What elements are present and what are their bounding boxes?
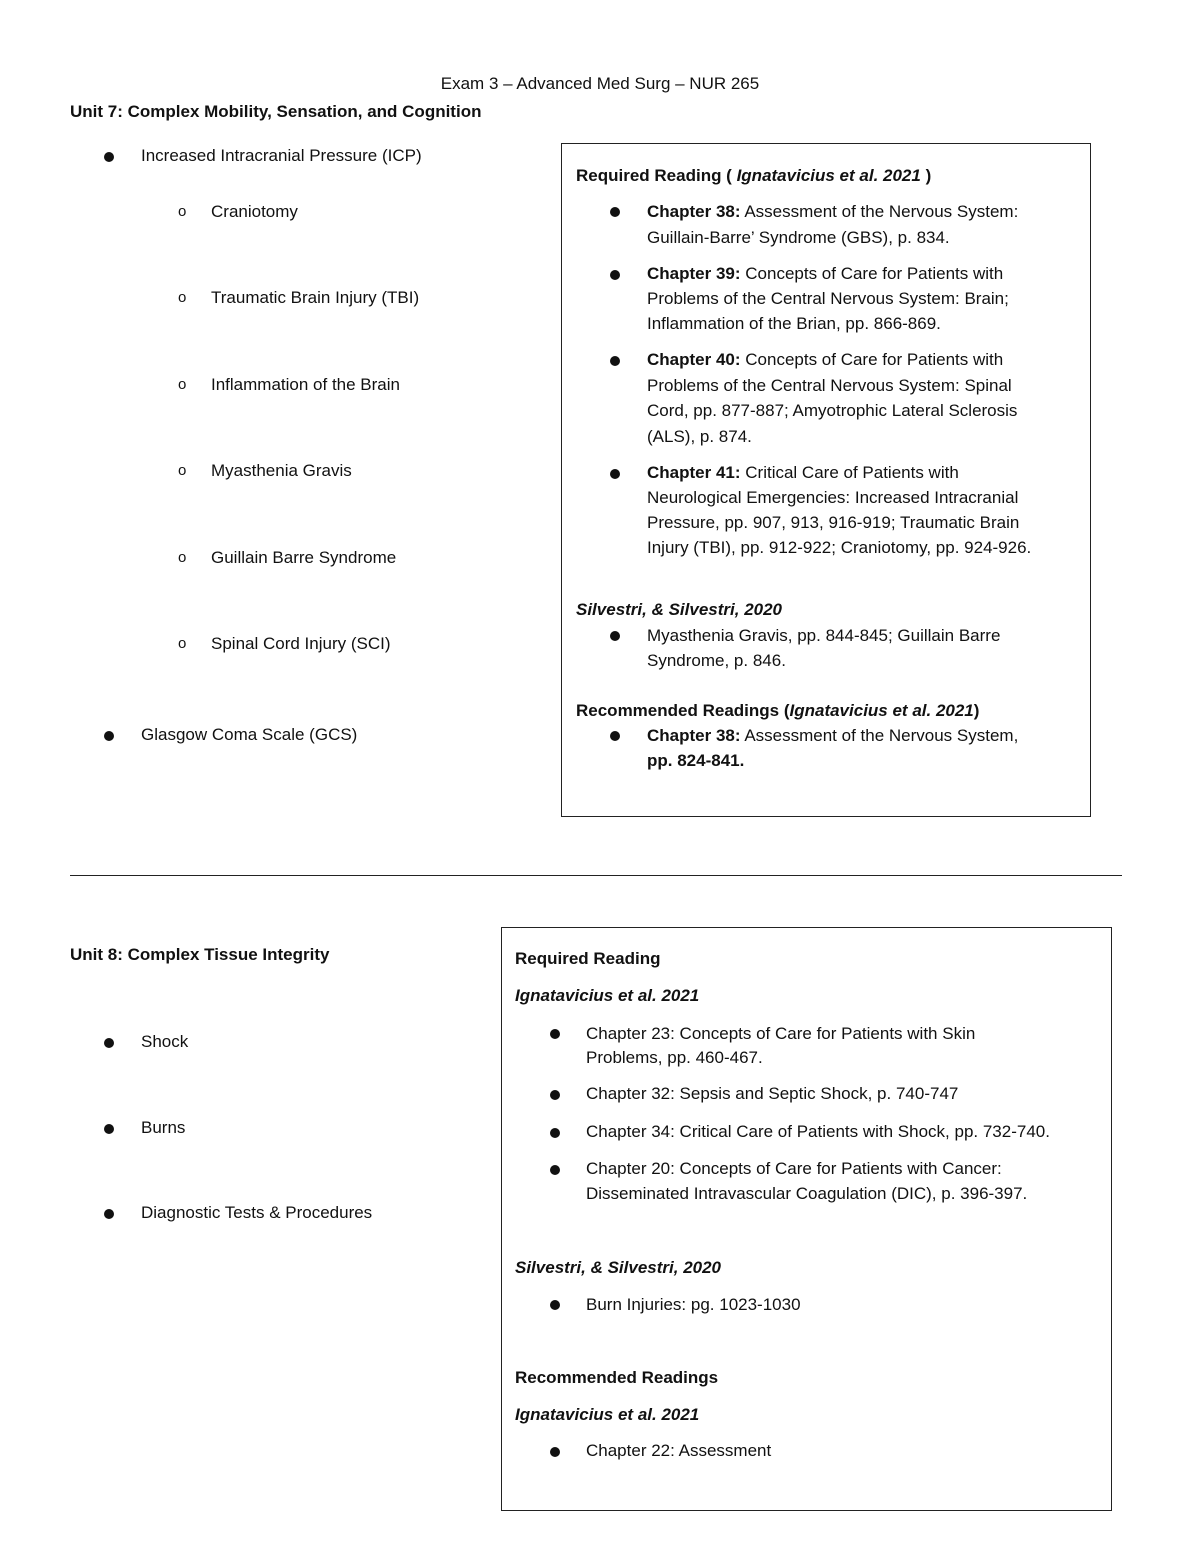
chapter-40-line: Chapter 40: Concepts of Care for Patients with bbox=[647, 350, 1004, 369]
chapter-item: Disseminated Intravascular Coagulation (DIC), p. 396-397. bbox=[586, 1184, 1028, 1203]
document-title: Exam 3 – Advanced Med Surg – NUR 265 bbox=[440, 74, 760, 93]
chapter-41-line: Pressure, pp. 907, 913, 916-919; Traumatic Brain bbox=[647, 513, 1020, 532]
chapter-item: Problems, pp. 460-467. bbox=[586, 1048, 763, 1067]
recommended-item: pp. 824-841. bbox=[647, 751, 745, 770]
list-item: Craniotomy bbox=[211, 202, 298, 221]
bullet-icon bbox=[550, 1165, 560, 1175]
bullet-icon bbox=[610, 469, 620, 479]
recommended-item: Chapter 22: Assessment bbox=[586, 1441, 772, 1460]
chapter-39-line: Chapter 39: Concepts of Care for Patients with bbox=[647, 264, 1004, 283]
source-heading: Ignatavicius et al. 2021 bbox=[515, 986, 700, 1005]
bullet-icon bbox=[610, 270, 620, 280]
subbullet-icon: o bbox=[178, 549, 187, 566]
silvestri-item: Burn Injuries: pg. 1023-1030 bbox=[586, 1295, 801, 1314]
list-item: Myasthenia Gravis bbox=[211, 461, 352, 480]
section-divider bbox=[70, 875, 1122, 876]
chapter-41-line: Injury (TBI), pp. 912-922; Craniotomy, pp. 924-926. bbox=[647, 538, 1032, 557]
subbullet-icon: o bbox=[178, 289, 187, 306]
list-item: Guillain Barre Syndrome bbox=[211, 548, 397, 567]
bullet-icon bbox=[610, 631, 620, 641]
list-item: Increased Intracranial Pressure (ICP) bbox=[141, 146, 422, 165]
required-reading-heading: Required Reading ( Ignatavicius et al. 2021 ) bbox=[576, 166, 932, 185]
bullet-icon bbox=[610, 356, 620, 366]
chapter-item: Chapter 23: Concepts of Care for Patients with Skin bbox=[586, 1024, 976, 1043]
chapter-41-line: Chapter 41: Critical Care of Patients with bbox=[647, 463, 959, 482]
recommended-heading: Recommended Readings (Ignatavicius et al. 2021) bbox=[576, 701, 980, 720]
list-item: Traumatic Brain Injury (TBI) bbox=[211, 288, 420, 307]
recommended-heading: Recommended Readings bbox=[515, 1368, 719, 1387]
required-reading-heading: Required Reading bbox=[515, 949, 661, 968]
bullet-icon bbox=[550, 1447, 560, 1457]
silvestri-item: Syndrome, p. 846. bbox=[647, 651, 786, 670]
bullet-icon bbox=[104, 152, 114, 162]
chapter-40-line: Cord, pp. 877-887; Amyotrophic Lateral Sclerosis bbox=[647, 401, 1018, 420]
subbullet-icon: o bbox=[178, 203, 187, 220]
chapter-38-line: Guillain-Barre’ Syndrome (GBS), p. 834. bbox=[647, 228, 950, 247]
chapter-39-line: Problems of the Central Nervous System: Brain; bbox=[647, 289, 1009, 308]
bullet-icon bbox=[104, 731, 114, 741]
chapter-item: Chapter 20: Concepts of Care for Patients with Cancer: bbox=[586, 1159, 1002, 1178]
list-item: Shock bbox=[141, 1032, 189, 1051]
chapter-39-line: Inflammation of the Brian, pp. 866-869. bbox=[647, 314, 941, 333]
unit7-heading: Unit 7: Complex Mobility, Sensation, and Cognition bbox=[70, 102, 482, 121]
chapter-40-line: (ALS), p. 874. bbox=[647, 427, 752, 446]
unit8-heading: Unit 8: Complex Tissue Integrity bbox=[70, 945, 330, 964]
bullet-icon bbox=[610, 731, 620, 741]
list-item: Spinal Cord Injury (SCI) bbox=[211, 634, 391, 653]
bullet-icon bbox=[550, 1128, 560, 1138]
chapter-40-line: Problems of the Central Nervous System: Spinal bbox=[647, 376, 1012, 395]
bullet-icon bbox=[550, 1090, 560, 1100]
silvestri-heading: Silvestri, & Silvestri, 2020 bbox=[515, 1258, 722, 1277]
subbullet-icon: o bbox=[178, 376, 187, 393]
bullet-icon bbox=[610, 207, 620, 217]
chapter-item: Chapter 32: Sepsis and Septic Shock, p. 740-747 bbox=[586, 1084, 959, 1103]
subbullet-icon: o bbox=[178, 635, 187, 652]
list-item: Glasgow Coma Scale (GCS) bbox=[141, 725, 358, 744]
list-item: Inflammation of the Brain bbox=[211, 375, 400, 394]
bullet-icon bbox=[104, 1124, 114, 1134]
bullet-icon bbox=[550, 1029, 560, 1039]
silvestri-heading: Silvestri, & Silvestri, 2020 bbox=[576, 600, 783, 619]
chapter-item: Chapter 34: Critical Care of Patients with Shock, pp. 732-740. bbox=[586, 1122, 1050, 1141]
source-heading: Ignatavicius et al. 2021 bbox=[515, 1405, 700, 1424]
list-item: Burns bbox=[141, 1118, 186, 1137]
bullet-icon bbox=[104, 1209, 114, 1219]
chapter-41-line: Neurological Emergencies: Increased Intracranial bbox=[647, 488, 1019, 507]
bullet-icon bbox=[104, 1038, 114, 1048]
silvestri-item: Myasthenia Gravis, pp. 844-845; Guillain Barre bbox=[647, 626, 1001, 645]
chapter-38-line: Chapter 38: Assessment of the Nervous System: bbox=[647, 202, 1019, 221]
recommended-item: Chapter 38: Assessment of the Nervous System, bbox=[647, 726, 1019, 745]
list-item: Diagnostic Tests & Procedures bbox=[141, 1203, 373, 1222]
bullet-icon bbox=[550, 1300, 560, 1310]
subbullet-icon: o bbox=[178, 462, 187, 479]
